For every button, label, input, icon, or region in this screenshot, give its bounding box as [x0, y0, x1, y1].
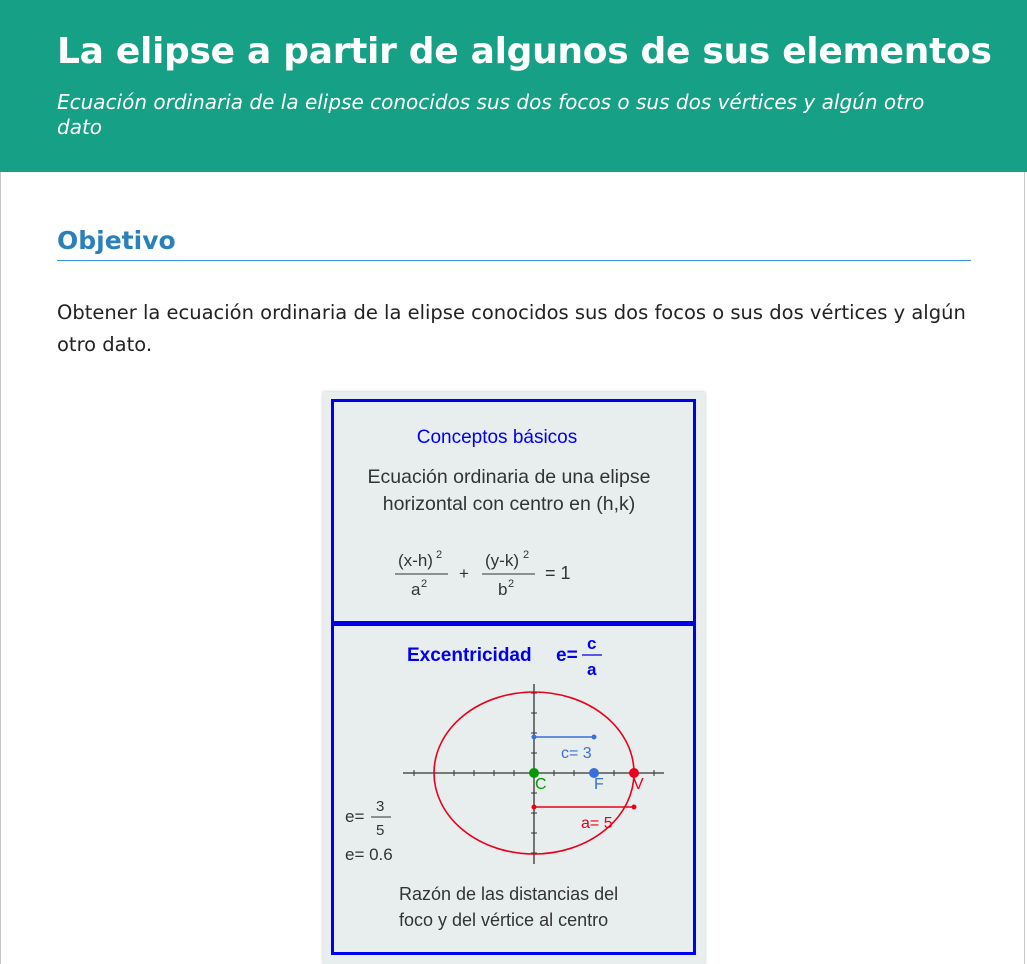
center-point-label: C — [535, 776, 547, 793]
eccentricity-e-equals: e= — [556, 645, 578, 666]
eccentricity-label: Excentricidad — [407, 645, 532, 666]
concepts-title: Conceptos básicos — [416, 427, 578, 448]
section-title-objetivo: Objetivo — [57, 226, 176, 255]
e-fraction-denominator: 5 — [376, 822, 385, 839]
fraction1-denominator-exponent: 2 — [421, 578, 428, 590]
fraction2-numerator-exponent: 2 — [523, 549, 530, 561]
formula-numerator: c — [587, 634, 597, 653]
fraction1-denominator: a — [411, 580, 421, 599]
page-title: La elipse a partir de algunos de sus elementos — [57, 31, 992, 72]
equation-description-line2: horizontal con centro en (h,k) — [382, 493, 636, 515]
fraction2-denominator: b — [498, 580, 508, 599]
plus-sign: + — [459, 564, 469, 583]
fraction2-numerator: (y-k) — [485, 551, 519, 570]
page-header — [0, 0, 1027, 172]
ratio-description-line2: foco y del vértice al centro — [399, 910, 609, 930]
c-segment-start — [532, 735, 537, 740]
e-fraction-numerator: 3 — [376, 798, 385, 815]
fraction1-numerator-exponent: 2 — [436, 549, 443, 561]
a-segment-start — [532, 805, 537, 810]
a-label: a= 5 — [581, 815, 613, 832]
e-decimal-value: e= 0.6 — [345, 845, 393, 864]
applet-canvas[interactable] — [323, 392, 705, 964]
fraction2-denominator-exponent: 2 — [508, 578, 515, 590]
fraction1-numerator: (x-h) — [398, 551, 433, 570]
equals-one: = 1 — [545, 563, 571, 583]
geogebra-applet[interactable] — [323, 392, 705, 964]
vertex-point-label: V — [633, 776, 644, 793]
objective-paragraph: Obtener la ecuación ordinaria de la elipse conocidos sus dos focos o sus dos vértices y algún otro dato. — [57, 301, 966, 356]
focus-point-label: F — [594, 776, 604, 793]
page-subtitle: Ecuación ordinaria de la elipse conocidos sus dos focos o sus dos vértices y algún otro dato — [57, 90, 925, 139]
e-fraction-label: e= — [345, 807, 365, 826]
formula-denominator: a — [587, 660, 597, 679]
equation-description-line1: Ecuación ordinaria de una elipse — [367, 466, 651, 488]
section-divider — [57, 260, 971, 261]
ratio-description-line1: Razón de las distancias del — [399, 884, 619, 904]
c-segment-end — [592, 735, 597, 740]
c-label: c= 3 — [561, 745, 592, 762]
a-segment-end — [632, 805, 637, 810]
